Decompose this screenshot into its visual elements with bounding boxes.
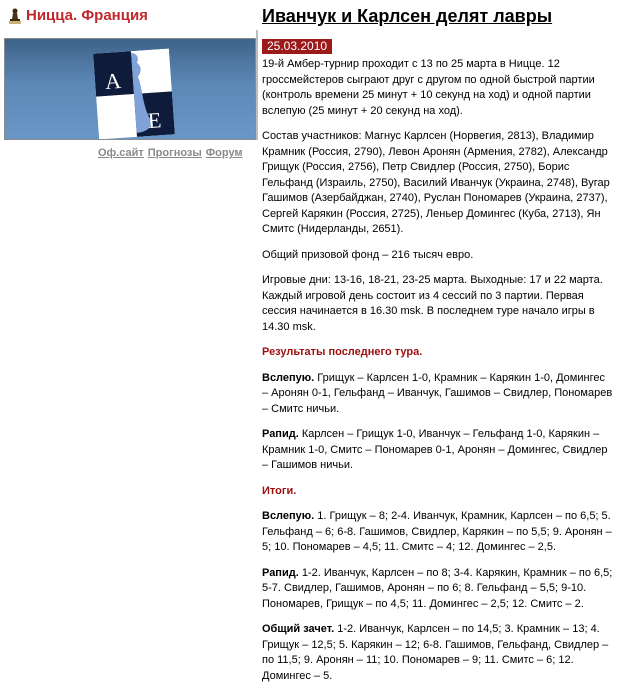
result-paragraph <box>262 371 614 418</box>
totals-heading: Итоги. <box>262 484 297 497</box>
totals-text: 1. Грищук – 8; 2-4. Иванчук, Крамник, Карлсен – по 6,5; 5. Гельфанд – 6; 6-8. Гашимов, Свидлер, Карякин – по 5,5; 9. Аронян – 5; 10. Пономарев – 4,5; 11. Смитс – 4; 12. Домингес – 2,5. <box>262 510 612 553</box>
totals-label: Рапид. <box>262 566 299 579</box>
paragraph: Игровые дни: 13-16, 18-21, 23-25 марта. Выходные: 17 и 22 марта. Каждый игровой день состоит из 4 сессий по 3 партии. Первая сессия начинается в 16.30 msk. В последнем туре начало игры в 14.30 msk. <box>262 274 603 333</box>
totals-paragraph <box>262 566 614 613</box>
predictions-link[interactable]: Прогнозы <box>147 147 202 159</box>
paragraph: 19-й Амбер-турнир проходит с 13 по 25 марта в Ницце. 12 гроссмейстеров сыграют друг с другом по одной быстрой партии (контроль времени 25 минут + 10 секунд на ход) и одной партии вслепую (25 минут + 20 секунд на ход). <box>262 58 595 117</box>
result-text: Грищук – Карлсен 1-0, Крамник – Карякин 1-0, Домингес – Аронян 0-1, Гельфанд – Иванчук, Гашимов – Свидлер, Пономарев – Смитс ничьи. <box>262 371 613 415</box>
city-header <box>8 7 148 24</box>
article <box>262 5 614 694</box>
paragraph: Состав участников: Магнус Карлсен (Норвегия, 2813), Владимир Крамник (Россия, 2790), Левон Аронян (Армения, 2782), Александр Грищук (Россия, 2756), Петр Свидлер (Россия, 2750), Борис Гельфанд (Израиль, 2750), Василий Иванчук (Украина, 2748), Вугар Гашимов (Азербайджан, 2740), Руслан Пономарев (Украина, 2737), Сергей Карякин (Россия, 2725), Леньер Домингес (Куба, 2713), Ян Смитс (Нидерланды, 2651). <box>262 130 610 235</box>
result-paragraph <box>262 427 614 474</box>
amber-logo <box>93 48 175 139</box>
divider <box>256 30 258 140</box>
chess-pawn-icon <box>8 8 22 24</box>
paragraph: Общий призовой фонд – 216 тысяч евро. <box>262 248 474 261</box>
logo-letter-e: E <box>147 107 163 134</box>
tournament-banner[interactable] <box>4 38 256 140</box>
forum-link[interactable]: Форум <box>205 147 243 159</box>
totals-text: 1-2. Иванчук, Карлсен – по 14,5; 3. Крамник – 13; 4. Грищук – 12,5; 5. Карякин – 12; 6-8. Гашимов, Гельфанд, Свидлер – по 11,5; 9. Аронян – 11; 10. Пономарев – 9; 11. Смитс – 6; 12. Домингес – 5. <box>262 623 609 682</box>
totals-label: Вслепую. <box>262 510 315 522</box>
official-site-link[interactable]: Оф.сайт <box>98 147 144 159</box>
totals-text: 1-2. Иванчук, Карлсен – по 8; 3-4. Карякин, Крамник – по 6,5; 5-7. Свидлер, Гашимов, Аронян – по 6; 8. Гельфанд – 5,5; 9-10. Пономарев, Грищук – по 4,5; 11. Домингес – 2,5; 12. Смитс – 2. <box>262 566 613 610</box>
article-date: 25.03.2010 <box>262 39 332 54</box>
article-title[interactable]: Иванчук и Карлсен делят лавры <box>262 6 553 26</box>
result-text: Карлсен – Грищук 1-0, Иванчук – Гельфанд 1-0, Карякин – Крамник 1-0, Смитс – Пономарев 0-1, Аронян – Домингес, Свидлер – Гашимов ничьи. <box>262 428 608 471</box>
logo-letter-a: A <box>104 67 122 94</box>
last-round-heading: Результаты последнего тура. <box>262 346 423 358</box>
result-label: Рапид. <box>262 428 299 440</box>
sidebar-links <box>98 147 247 159</box>
result-label: Вслепую. <box>262 371 315 384</box>
totals-label: Общий зачет. <box>262 623 335 635</box>
totals-paragraph <box>262 509 614 556</box>
city-title: Ницца. Франция <box>26 7 148 24</box>
totals-paragraph <box>262 622 614 684</box>
